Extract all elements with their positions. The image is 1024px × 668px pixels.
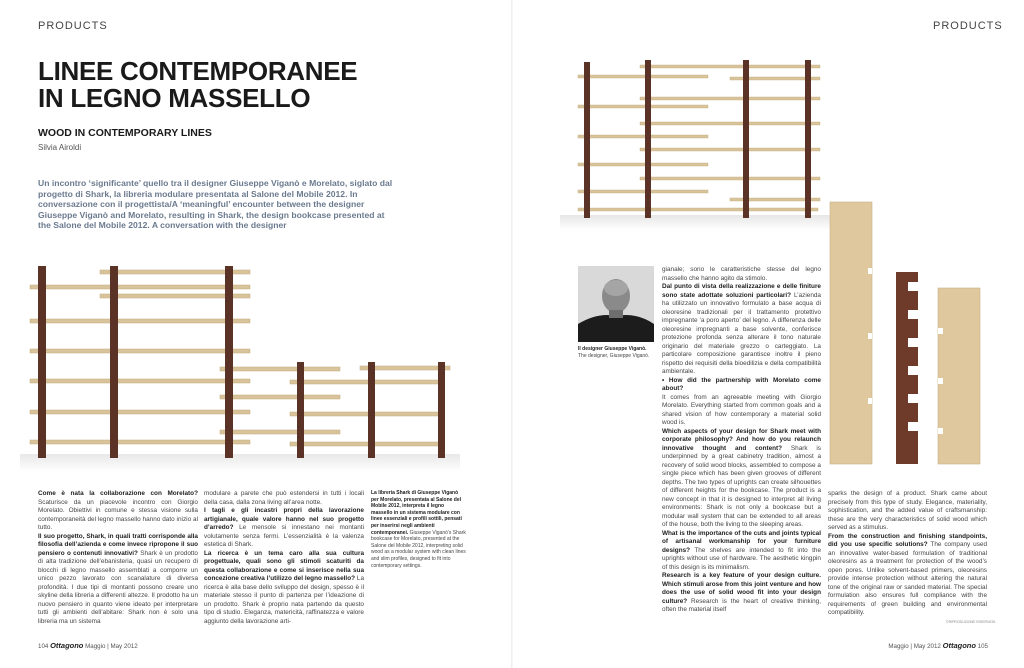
answer-english: It comes from an agreeable meeting with Giorgio Morelato. Everything started from common goals and a shared vision of how contemporary a material solid wood is. bbox=[662, 393, 821, 426]
caption-italian: La libreria Shark di Giuseppe Viganò per Morelato, presentata al Salone del Mobile 2012, interpreta il legno massello in un sistema modulare con linee essenziali e profili sottili, pensati per inserirsi negli ambienti contemporanei. bbox=[371, 490, 462, 536]
answer: gianale; sono le caratteristiche stesse del legno massello che hanno agito da stimolo. bbox=[662, 266, 821, 282]
answer: Scaturisce da un piacevole incontro con Giorgio Morelato. Obiettivi in comune e stessa visione sulla contemporaneità del legno massello hanno dato inizio al tutto. bbox=[38, 498, 198, 531]
question: Come è nata la collaborazione con Morelato? bbox=[38, 490, 198, 497]
title-line-2: IN LEGNO MASSELLO bbox=[38, 83, 311, 113]
title-line-1: LINEE CONTEMPORANEE bbox=[38, 56, 358, 86]
article-author: Silvia Airoldi bbox=[38, 143, 82, 152]
section-label-left: PRODUCTS bbox=[38, 20, 108, 32]
question-english: • How did the partnership with Morelato come about? bbox=[662, 376, 821, 392]
page-number-right: 105 bbox=[977, 643, 988, 650]
text-column-2 bbox=[204, 490, 364, 626]
answer: L’azienda ha utilizzato un innovativo formulato a base acqua di oleoresine tradizionali per il trattamento protettivo impregnante ‘a poro aperto’ del legno. A differenza delle oleoresine impregnanti a base solvente, conferisce protezione profonda senza alterare il tono naturale originario del materiale grezzo o carteggiato. La particolare composizione garantisce inoltre il pieno rispetto dei requisiti della bioedilizia e della compatibilità ambientale. bbox=[662, 291, 821, 375]
answer-english: The company used an innovative water-based formulation of traditional oleoresins as a treatment for protection of the wood’s open pores. Unlike solvent-based primers, oleoresins provide intense protection without altering the natural tone of the original raw or sanded material. The special formulation also ensures full compliance with the requirements of green building and environmental compatibility. bbox=[828, 541, 988, 616]
answer-english: Research is the heart of creative thinking, often the material itself bbox=[662, 597, 821, 613]
issue-date-left: Maggio | May 2012 bbox=[85, 643, 138, 650]
copyright-credit: ©RIPRODUZIONE RISERVATA bbox=[946, 620, 996, 624]
question: I tagli e gli incastri propri della lavorazione artigianale, quale valore hanno nel suo progetto d’arredo? bbox=[204, 507, 364, 531]
upright-detail-photo bbox=[828, 198, 988, 470]
question: Dal punto di vista della realizzazione e delle finiture sono state adottate soluzioni particolari? bbox=[662, 283, 821, 299]
floor-shadow bbox=[20, 454, 460, 472]
answer: Le mensole si innestano nei montanti volutamente senza fermi. L’essenzialità è la valenza estetica di Shark. bbox=[204, 524, 364, 548]
portrait-caption-italian: Il designer Giuseppe Viganò. bbox=[578, 346, 647, 352]
question: La ricerca è un tema caro alla sua cultura progettuale, quali sono gli stimoli scaturiti da questa collaborazione e come si inserisce nella sua concezione creativa l’utilizzo del legno massello? bbox=[204, 549, 364, 582]
text-column-4 bbox=[828, 490, 987, 618]
answer-english: The shelves are intended to fit into the uprights without use of hardware. The aesthetic kingpin of this design is its minimalism. bbox=[662, 546, 821, 571]
magazine-name-left: Ottagono bbox=[50, 641, 84, 650]
left-shelves bbox=[30, 270, 450, 446]
light-upright-short bbox=[938, 288, 980, 464]
page-gutter bbox=[511, 0, 513, 668]
answer-english: Shark is underpinned by a great cabinetry tradition, almost a recovery of solid wood blocks, assembled to compose a single piece which has been given grooves of different depths. The two types of uprights can create silhouettes of different heights for the bookcase. The product is a new concept in that it is designed to interpret all living environments: Shark is not only a bookcase but a modular wall system that can be extended to all areas of the house, both the living to the sleeping areas. bbox=[662, 444, 821, 528]
issue-date-right: Maggio | May 2012 bbox=[888, 643, 941, 650]
question: Il suo progetto, Shark, in quali tratti corrisponde alla filosofia dell’azienda e come invece ripropone il suo pensiero o contenuti innovativi? bbox=[38, 532, 198, 557]
designer-portrait bbox=[578, 266, 654, 342]
footer-right bbox=[888, 641, 988, 650]
intro-english: A ‘meaningful’ encounter between the designer Giuseppe Viganò and Morelato, resulting in Shark, the design bookcase presented at the Salone del Mobile 2012. A conversation with the designer bbox=[38, 199, 385, 231]
portrait-image bbox=[578, 266, 654, 342]
caption-portrait bbox=[578, 346, 663, 359]
caption-shelving bbox=[371, 490, 466, 569]
shelving-photo-left bbox=[20, 262, 460, 472]
dark-upright-notched bbox=[896, 272, 918, 464]
right-shelves bbox=[578, 65, 820, 211]
text-column-1 bbox=[38, 490, 198, 626]
article-title bbox=[38, 58, 458, 112]
answer: La ricerca è alla base dello sviluppo del design, spesso è il materiale stesso il punto di partenza per l’ideazione di un prodotto. Shark è proprio nata partendo da questo tipo di studio. Eleganza, matericità, raffinatezza e valore aggiunto della lavorazione arti- bbox=[204, 575, 365, 625]
right-uprights bbox=[584, 60, 811, 218]
intro-italian: Un incontro ‘significante’ quello tra il designer Giuseppe Viganò e Morelato, siglato dal progetto di Shark, la libreria modulare presentata al Salone del Mobile 2012. In conversazione con il progettista/ bbox=[38, 178, 393, 210]
article-subtitle: WOOD IN CONTEMPORARY LINES bbox=[38, 127, 212, 139]
shelving-photo-right bbox=[560, 50, 840, 230]
answer: Shark è un prodotto di alta tradizione dell’ebanisteria, quasi un recupero di blocchi di legno massello assemblati a comporre un unico pezzo lavorato con scanalature di diversa profondità. I due tipi di montanti possono creare uno skyline della libreria a differenti altezze. Il prodotto ha un nuovo pensiero in quanto viene ideato per interpretare tutti gli ambienti dell’abitare: Shark non è solo una libreria ma un sistema bbox=[38, 549, 198, 625]
page-number-left: 104 bbox=[38, 643, 49, 650]
light-upright-tall bbox=[830, 202, 872, 464]
magazine-name-right: Ottagono bbox=[942, 641, 976, 650]
section-label-right: PRODUCTS bbox=[933, 20, 1003, 32]
question-english: Research is a key feature of your design culture. Which stimuli arose from this joint venture and how does the use of solid wood fit into your design culture? bbox=[662, 572, 821, 605]
floor-shadow-right bbox=[560, 215, 840, 230]
answer: modulare a parete che può estendersi in tutti i locali della casa, dalla zona living all’area notte. bbox=[204, 490, 364, 506]
text-column-3 bbox=[662, 266, 821, 615]
answer-english: sparks the design of a product. Shark came about precisely from this type of study. Elegance, materiality, sophistication, and the added value of craftsmanship: these are the very characteristics of solid wood which served as a stimulus. bbox=[828, 490, 987, 531]
portrait-caption-english: The designer, Giuseppe Viganò. bbox=[578, 352, 650, 359]
footer-left bbox=[38, 641, 138, 650]
question-english: From the construction and finishing standpoints, did you use specific solutions? bbox=[828, 532, 987, 548]
question-english: What is the importance of the cuts and joints typical of artisanal workmanship for your furniture designs? bbox=[662, 529, 821, 554]
question-english: Which aspects of your design for Shark meet with corporate philosophy? And how do you relaunch innovative thought and content? bbox=[662, 427, 821, 452]
caption-english: Giuseppe Viganò’s Shark bookcase for Morelato, presented at the Salone del Mobile 2012, interpreting solid wood as a modular system with clean lines and slim profiles, designed to fit into contemporary settings. bbox=[371, 529, 466, 569]
article-intro bbox=[38, 178, 398, 231]
